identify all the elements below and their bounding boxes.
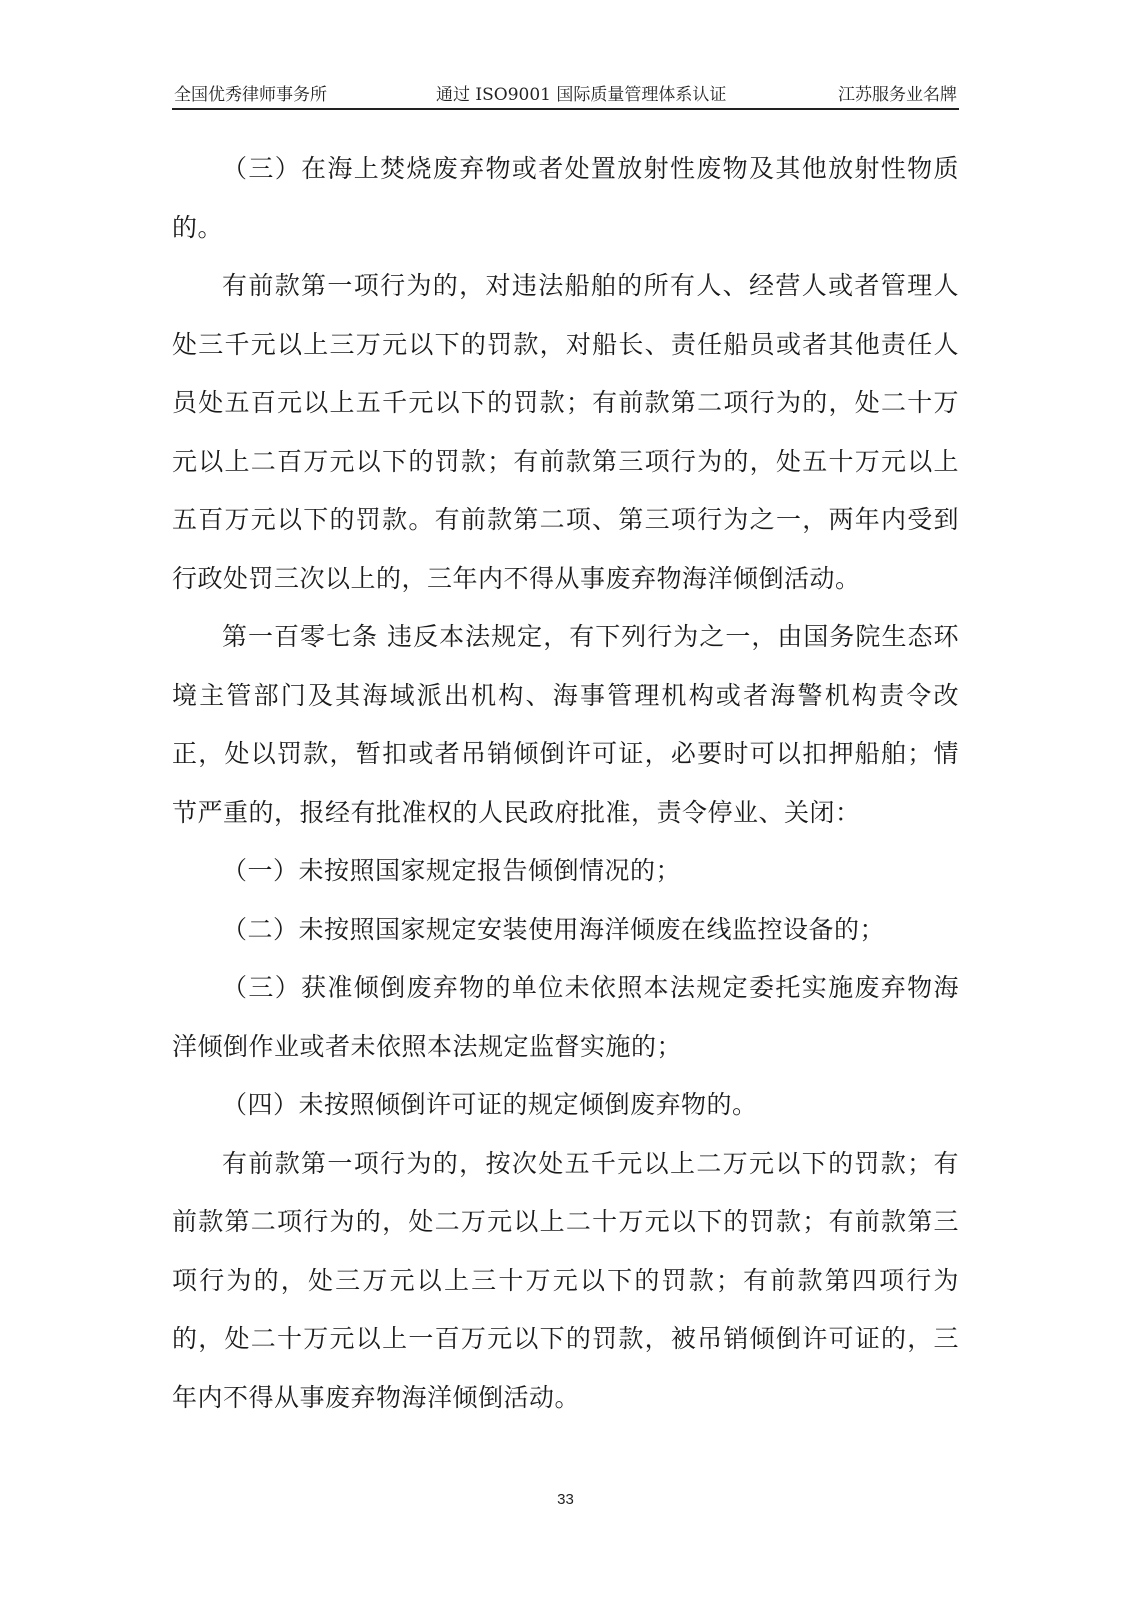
document-body	[172, 140, 959, 1427]
paragraph-penalties-107: 有前款第一项行为的，按次处五千元以上二万元以下的罚款；有前款第二项行为的，处二万元以上二十万元以下的罚款；有前款第三项行为的，处三万元以上三十万元以下的罚款；有前款第四项行为的，处二十万元以上一百万元以下的罚款，被吊销倾倒许可证的，三年内不得从事废弃物海洋倾倒活动。	[172, 1148, 959, 1412]
paragraph-item-1: （一）未按照国家规定报告倾倒情况的；	[222, 856, 682, 885]
page-header	[172, 78, 959, 110]
paragraph-item-2: （二）未按照国家规定安装使用海洋倾废在线监控设备的；	[222, 914, 886, 944]
paragraph-item-3-incineration: （三）在海上焚烧废弃物或者处置放射性废物及其他放射性物质的。	[172, 154, 959, 242]
header-certification: 通过 ISO9001 国际质量管理体系认证	[436, 85, 727, 105]
paragraph-item-3: （三）获准倾倒废弃物的单位未依照本法规定委托实施废弃物海洋倾倒作业或者未依照本法规定监督实施的；	[172, 973, 959, 1061]
header-firm-title: 全国优秀律师事务所	[174, 85, 327, 105]
header-brand: 江苏服务业名牌	[838, 85, 957, 105]
paragraph-penalties-106: 有前款第一项行为的，对违法船舶的所有人、经营人或者管理人处三千元以上三万元以下的罚款，对船长、责任船员或者其他责任人员处五百元以上五千元以下的罚款；有前款第二项行为的，处二十万元以上二百万元以下的罚款；有前款第三项行为的，处五十万元以上五百万元以下的罚款。有前款第二项、第三项行为之一，两年内受到行政处罚三次以上的，三年内不得从事废弃物海洋倾倒活动。	[172, 271, 959, 593]
paragraph-item-4: （四）未按照倾倒许可证的规定倾倒废弃物的。	[222, 1090, 758, 1119]
paragraph-article-107: 第一百零七条 违反本法规定，有下列行为之一，由国务院生态环境主管部门及其海域派出机构、海事管理机构或者海警机构责令改正，处以罚款，暂扣或者吊销倾倒许可证，必要时可以扣押船舶；情节严重的，报经有批准权的人民政府批准，责令停业、关闭：	[172, 622, 959, 827]
page-number: 33	[557, 1491, 574, 1508]
